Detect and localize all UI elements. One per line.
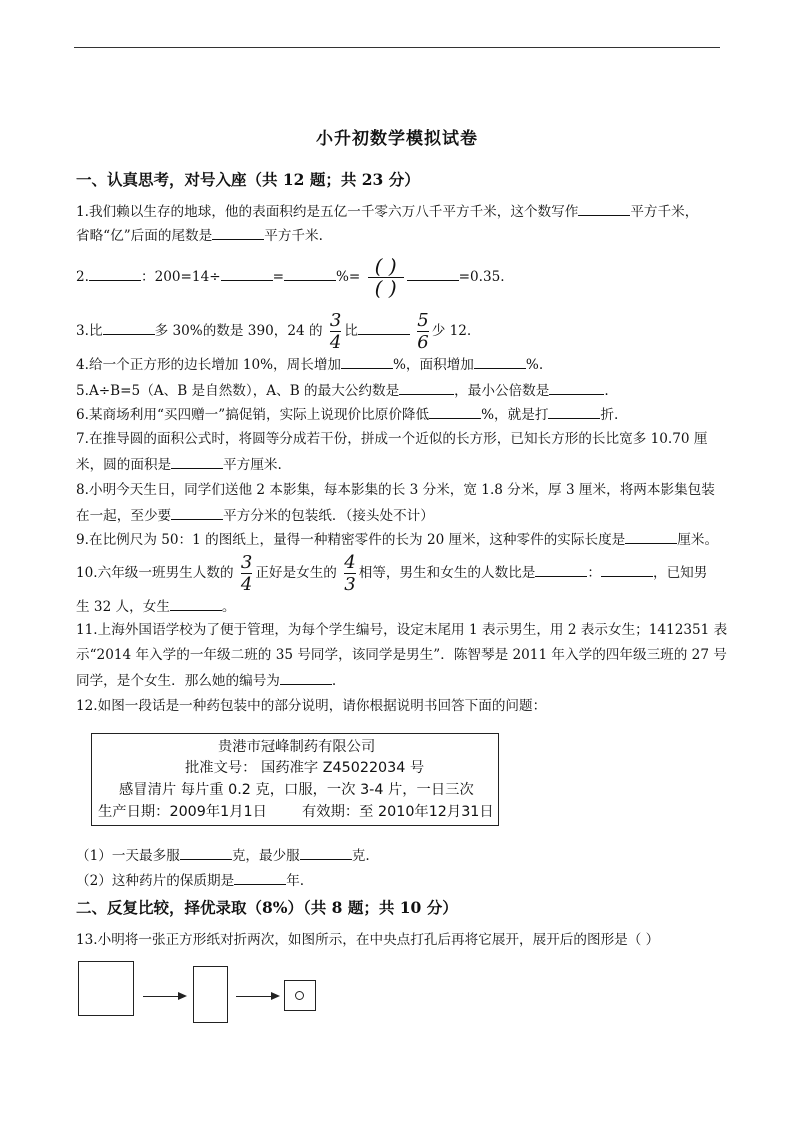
answer-blank[interactable]: [89, 266, 141, 281]
q4-text-c: %.: [525, 357, 544, 373]
q10-text-d: ：: [587, 565, 601, 581]
fraction-3-4: $\frac{3}{4}$: [240, 552, 253, 595]
answer-blank[interactable]: [280, 670, 332, 685]
question-12: [76, 696, 546, 716]
q13-text: 13.小明将一张正方形纸对折两次，如图所示，在中央点打孔后再将它展开，展开后的图形是（ ）: [76, 932, 660, 948]
arrow-icon: [236, 996, 278, 997]
answer-blank[interactable]: [625, 529, 677, 544]
question-10-line-1: [76, 551, 707, 595]
q1-text-b: 平方千米，: [630, 204, 699, 220]
q3-text-d: 少 12.: [431, 323, 472, 339]
label-production-date: 生产日期：2009年1月1日: [98, 804, 267, 820]
arrow-icon: [143, 996, 185, 997]
answer-blank[interactable]: [358, 320, 410, 335]
q2-text-b: ：200=14÷: [140, 269, 221, 285]
section-2-heading: 二、反复比较，择优录取（8%）（共 8 题；共 10 分）: [76, 898, 458, 917]
question-8-line-2: [76, 505, 434, 526]
q2-text-c: =: [272, 269, 284, 285]
q7-text-b: 米，圆的面积是: [76, 457, 172, 473]
answer-blank[interactable]: [221, 266, 273, 281]
q9-text-b: 厘米。: [677, 532, 719, 548]
q3-text-c: 比: [344, 323, 358, 339]
answer-blank[interactable]: [300, 845, 352, 860]
q5-text-a: 5.A÷B=5（A、B 是自然数），A、B 的最大公约数是: [76, 383, 400, 399]
answer-blank[interactable]: [171, 454, 223, 469]
fraction-denominator[interactable]: ( ): [374, 276, 397, 300]
q9-text-a: 9.在比例尺为 50：1 的图纸上，量得一种精密零件的长为 20 厘米，这种零件的实际长度是: [76, 532, 626, 548]
question-10-line-2: [76, 596, 236, 617]
folded-once-figure: [193, 966, 228, 1023]
fraction-4-3: $\frac{4}{3}$: [344, 552, 356, 595]
q8-text-b: 在一起，至少要: [76, 508, 172, 524]
question-9: [76, 529, 718, 550]
q3-text-b: 多 30%的数是 390，24 的: [154, 323, 323, 339]
answer-blank[interactable]: [474, 354, 526, 369]
answer-blank[interactable]: [535, 562, 587, 577]
question-3: [76, 309, 471, 353]
answer-blank[interactable]: [407, 266, 459, 281]
square-paper-figure: [78, 961, 134, 1016]
q8-text-c: 平方分米的包装纸．（接头处不计）: [223, 508, 434, 524]
punched-hole-icon: [295, 991, 304, 1000]
question-8-line-1: [76, 480, 715, 500]
q10-text-a: 10.六年级一班男生人数的: [76, 565, 234, 581]
label-approval-number: 批准文号： 国药准字 Z45022034 号: [185, 760, 425, 776]
q11-text-c: 同学，是个女生．那么她的编号为: [76, 673, 280, 689]
q12-sub1-text-c: 克.: [351, 848, 370, 864]
q1-text-c: 省略“亿”后面的尾数是: [76, 228, 213, 244]
answer-blank[interactable]: [601, 562, 653, 577]
answer-blank[interactable]: [234, 870, 286, 885]
answer-blank[interactable]: [171, 505, 223, 520]
q2-text-a: 2.: [76, 269, 89, 285]
q11-text-d: .: [331, 673, 337, 689]
q7-text-c: 平方厘米.: [223, 457, 282, 473]
answer-blank[interactable]: [170, 596, 222, 611]
label-company: 贵港市冠峰制药有限公司: [218, 739, 376, 755]
question-4: [76, 354, 543, 375]
answer-blank[interactable]: [180, 845, 232, 860]
q12-text-a: 12.如图一段话是一种药包装中的部分说明，请你根据说明书回答下面的问题：: [76, 698, 547, 714]
answer-blank[interactable]: [399, 380, 454, 395]
header-rule: [74, 47, 720, 48]
q11-text-a: 11.上海外国语学校为了便于管理，为每个学生编号，设定末尾用 1 表示男生，用 2 表示女生；1412351 表: [76, 622, 728, 638]
question-13: [76, 930, 659, 950]
q10-text-e: ，已知男: [653, 565, 708, 581]
q10-text-b: 正好是女生的: [255, 565, 337, 581]
answer-blank[interactable]: [578, 201, 630, 216]
question-11-line-1: [76, 620, 727, 640]
q8-text-a: 8.小明今天生日，同学们送他 2 本影集，每本影集的长 3 分米，宽 1.8 分米，厚 3 厘米，将两本影集包装: [76, 482, 715, 498]
fraction-numerator[interactable]: ( ): [374, 254, 397, 278]
q12-sub2-text-a: （2）这种药片的保质期是: [76, 873, 235, 889]
q2-fraction: [368, 254, 404, 300]
question-11-line-3: [76, 670, 336, 691]
question-12-sub-2: [76, 870, 304, 891]
answer-blank[interactable]: [548, 404, 600, 419]
q4-text-a: 4.给一个正方形的边长增加 10%，周长增加: [76, 357, 342, 373]
question-1-line-2: [76, 225, 323, 246]
fraction-3-4: $\frac{3}{4}$: [329, 310, 342, 353]
q6-text-b: %，就是打: [481, 407, 549, 423]
question-11-line-2: [76, 645, 727, 665]
q5-text-b: ，最小公倍数是: [454, 383, 550, 399]
page-title: 小升初数学模拟试卷: [316, 129, 478, 149]
medicine-label-box: [91, 733, 499, 826]
answer-blank[interactable]: [284, 266, 336, 281]
q5-text-c: .: [604, 383, 609, 399]
q3-text-a: 3.比: [76, 323, 103, 339]
q4-text-b: %，面积增加: [393, 357, 474, 373]
q10-text-f: 生 32 人，女生: [76, 599, 170, 615]
q10-text-g: 。: [221, 599, 236, 615]
question-2: [76, 255, 505, 299]
q11-text-b: 示“2014 年入学的一年级二班的 35 号同学，该同学是男生”．陈智琴是 2011 年入学的四年级三班的 27 号: [76, 647, 727, 663]
question-7-line-2: [76, 454, 282, 475]
q2-text-e: =0.35.: [458, 269, 505, 285]
q2-text-d: %=: [336, 269, 361, 285]
question-7-line-1: [76, 429, 707, 449]
fraction-5-6: $\frac{5}{6}$: [417, 310, 429, 353]
q1-text-d: 平方千米.: [264, 228, 323, 244]
question-12-sub-1: [76, 845, 370, 866]
answer-blank[interactable]: [549, 380, 604, 395]
answer-blank[interactable]: [103, 320, 155, 335]
question-5: [76, 380, 609, 401]
q7-text-a: 7.在推导圆的面积公式时，将圆等分成若干份，拼成一个近似的长方形，已知长方形的长比宽多 10.70 厘: [76, 431, 708, 447]
q12-sub2-text-b: 年.: [286, 873, 305, 889]
label-dosage: 感冒清片 每片重 0.2 克，口服，一次 3-4 片，一日三次: [119, 782, 474, 798]
question-1-line-1: [76, 201, 698, 222]
q12-sub1-text-a: （1）一天最多服: [76, 848, 180, 864]
answer-blank[interactable]: [212, 225, 264, 240]
answer-blank[interactable]: [429, 404, 481, 419]
q1-text-a: 1.我们赖以生存的地球，他的表面积约是五亿一千零六万八千平方千米，这个数写作: [76, 204, 579, 220]
q6-text-a: 6.某商场利用“买四赠一”搞促销，实际上说现价比原价降低: [76, 407, 430, 423]
q10-text-c: 相等，男生和女生的人数比是: [358, 565, 536, 581]
section-1-heading: 一、认真思考，对号入座（共 12 题；共 23 分）: [76, 170, 420, 189]
q12-sub1-text-b: 克，最少服: [231, 848, 300, 864]
question-6: [76, 404, 618, 425]
answer-blank[interactable]: [341, 354, 393, 369]
q6-text-c: 折.: [600, 407, 619, 423]
label-expiry-date: 有效期：至 2010年12月31日: [302, 804, 494, 820]
